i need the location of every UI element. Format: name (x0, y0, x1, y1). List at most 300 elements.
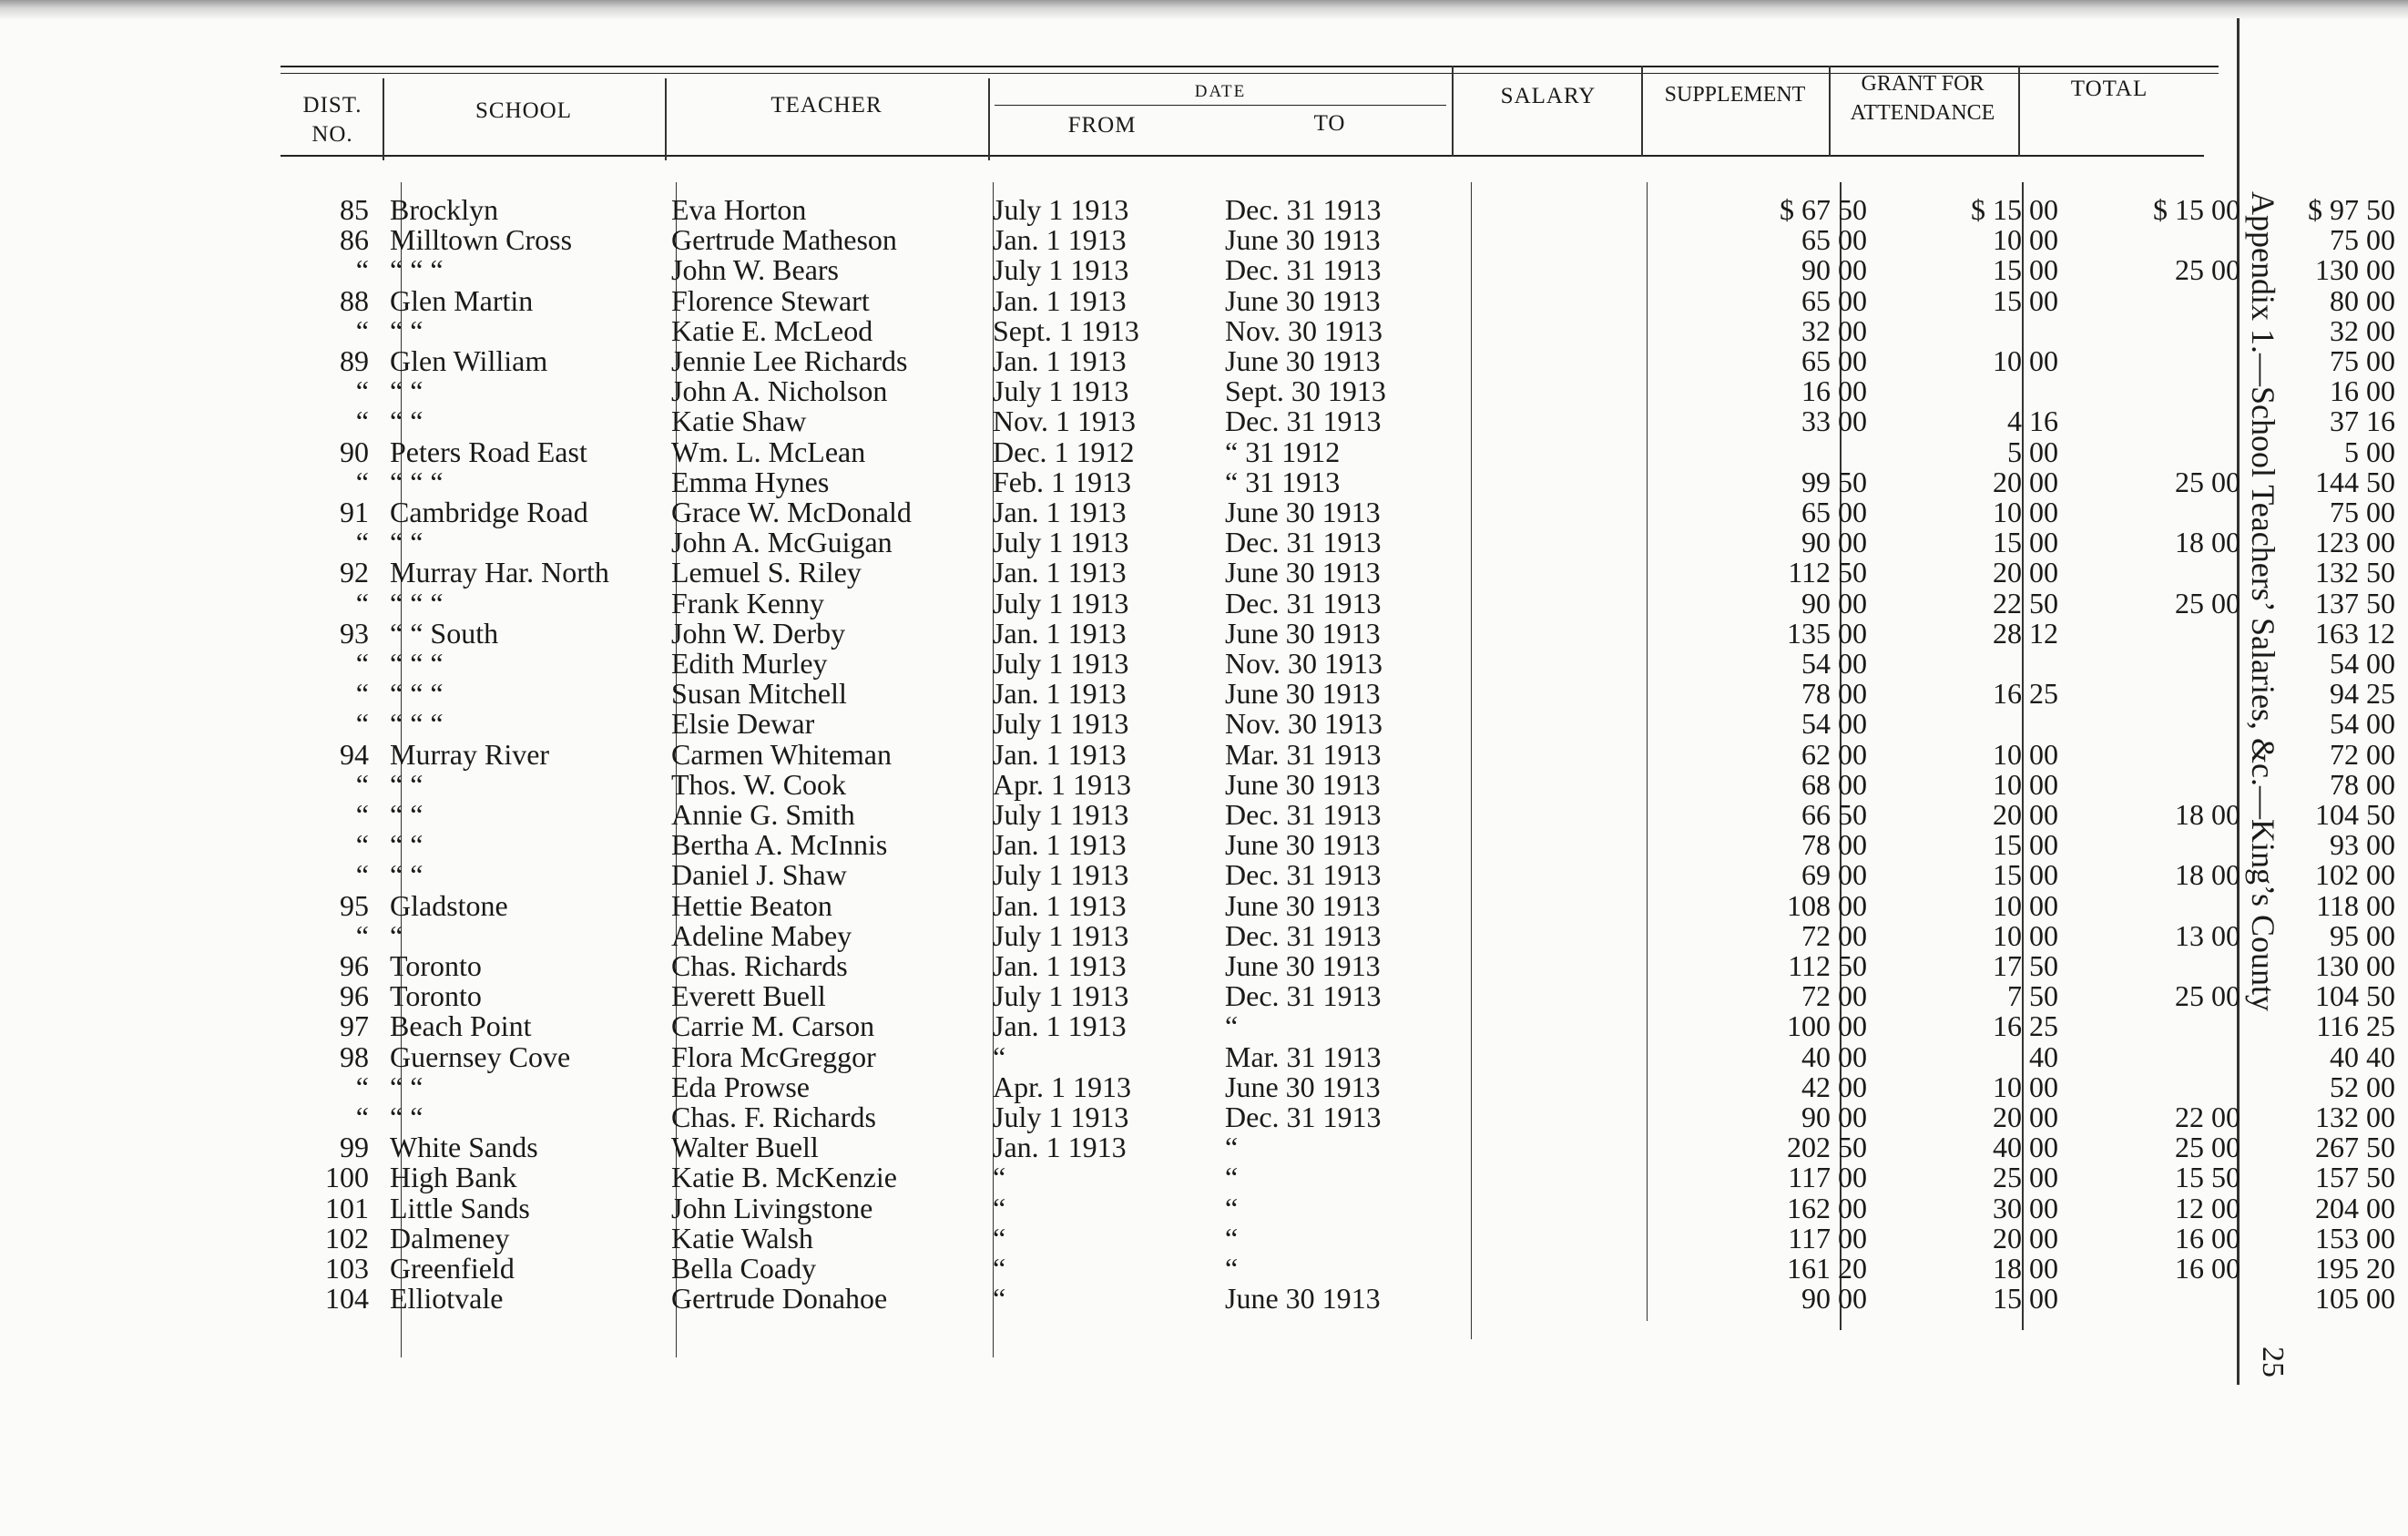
cell-school: Beach Point (390, 1009, 532, 1042)
header-to: TO (1313, 111, 1346, 136)
cell-school: “ “ (390, 1070, 423, 1103)
cell-to: June 30 1913 (1225, 949, 1381, 982)
cell-from: July 1 1913 (993, 193, 1129, 226)
cell-salary: 33 00 (1801, 404, 1867, 437)
cell-to: June 30 1913 (1225, 496, 1381, 528)
cell-to: Dec. 31 1913 (1225, 798, 1382, 831)
cell-grant: 25 00 (2175, 1131, 2240, 1163)
cell-supplement: 10 00 (1993, 919, 2058, 952)
cell-total: 116 25 (2316, 1009, 2395, 1042)
cell-from: Apr. 1 1913 (993, 768, 1131, 801)
cell-salary: 54 00 (1801, 647, 1867, 680)
cell-total: 52 00 (2330, 1070, 2395, 1103)
side-caption: Appendix 1.—School Teachers’ Salaries, &c.—King’s County (2245, 191, 2281, 1011)
cell-dist: 103 (325, 1252, 369, 1285)
table-row (273, 556, 2395, 589)
cell-total: 132 50 (2315, 556, 2395, 589)
table-row (273, 979, 2395, 1012)
header-date: DATE (1194, 82, 1247, 101)
cell-to: Dec. 31 1913 (1225, 587, 1382, 620)
cell-total: 78 00 (2330, 768, 2395, 801)
cell-total: 75 00 (2330, 223, 2395, 256)
cell-from: Jan. 1 1913 (993, 223, 1127, 256)
cell-supplement: 7 50 (2007, 979, 2058, 1012)
cell-teacher: Eva Horton (671, 193, 807, 226)
cell-school: Elliotvale (390, 1282, 504, 1315)
cell-supplement: 15 00 (1993, 284, 2058, 317)
cell-school: Murray River (390, 738, 550, 771)
cell-total: 102 00 (2315, 858, 2395, 891)
cell-teacher: Katie B. McKenzie (671, 1161, 897, 1193)
cell-from: Jan. 1 1913 (993, 828, 1127, 861)
cell-supplement: 16 25 (1993, 1009, 2058, 1042)
cell-from: Jan. 1 1913 (993, 284, 1127, 317)
cell-school: Cambridge Road (390, 496, 588, 528)
cell-school: “ “ (390, 798, 423, 831)
cell-supplement: 10 00 (1993, 889, 2058, 922)
cell-salary: 54 00 (1801, 707, 1867, 740)
cell-from: Jan. 1 1913 (993, 677, 1127, 710)
cell-teacher: Gertrude Donahoe (671, 1282, 888, 1315)
cell-total: $ 97 50 (2308, 193, 2395, 226)
cell-supplement: 10 00 (1993, 223, 2058, 256)
cell-total: 94 25 (2330, 677, 2395, 710)
cell-teacher: Flora McGreggor (671, 1040, 876, 1073)
cell-dist: 101 (325, 1192, 369, 1224)
cell-dist: “ (355, 707, 369, 740)
cell-dist: 86 (340, 223, 369, 256)
cell-salary: 78 00 (1801, 828, 1867, 861)
cell-from: July 1 1913 (993, 979, 1129, 1012)
table-row (273, 798, 2395, 831)
cell-dist: 88 (340, 284, 369, 317)
page-number: 25 (2256, 1347, 2290, 1377)
cell-salary: 40 00 (1801, 1040, 1867, 1073)
table-row (273, 919, 2395, 952)
cell-school: “ “ “ (390, 647, 444, 680)
cell-teacher: Grace W. McDonald (671, 496, 912, 528)
cell-dist: “ (355, 314, 369, 347)
cell-total: 130 00 (2315, 253, 2395, 286)
cell-grant: 18 00 (2175, 798, 2240, 831)
cell-supplement: 20 00 (1993, 798, 2058, 831)
cell-salary: 112 50 (1788, 556, 1867, 589)
table-row (273, 1070, 2395, 1103)
cell-to: Sept. 30 1913 (1225, 374, 1386, 407)
cell-total: 75 00 (2330, 496, 2395, 528)
cell-grant: 25 00 (2175, 979, 2240, 1012)
cell-teacher: Chas. Richards (671, 949, 848, 982)
table-row (273, 768, 2395, 801)
cell-supplement: 15 00 (1993, 253, 2058, 286)
table-row (273, 647, 2395, 680)
cell-total: 204 00 (2315, 1192, 2395, 1224)
cell-school: Brocklyn (390, 193, 499, 226)
cell-teacher: Hettie Beaton (671, 889, 832, 922)
cell-school: Murray Har. North (390, 556, 609, 589)
header-grant-line1: GRANT FOR (1861, 72, 1985, 96)
col-rule-4 (1452, 66, 1454, 157)
cell-dist: 90 (340, 435, 369, 468)
cell-school: Toronto (390, 979, 482, 1012)
cell-from: Jan. 1 1913 (993, 1009, 1127, 1042)
cell-total: 54 00 (2330, 707, 2395, 740)
header-supplement: SUPPLEMENT (1664, 83, 1806, 107)
cell-school: “ “ (390, 768, 423, 801)
col-rule-5 (1641, 66, 1643, 157)
cell-from: July 1 1913 (993, 587, 1129, 620)
cell-salary: 68 00 (1801, 768, 1867, 801)
table-row (273, 1040, 2395, 1073)
cell-school: Glen Martin (390, 284, 534, 317)
cell-school: Glen William (390, 344, 548, 377)
cell-teacher: John A. McGuigan (671, 526, 893, 558)
cell-to: Dec. 31 1913 (1225, 404, 1382, 437)
cell-supplement: 10 00 (1993, 344, 2058, 377)
cell-dist: 89 (340, 344, 369, 377)
cell-teacher: Carmen Whiteman (671, 738, 892, 771)
cell-school: “ (390, 919, 403, 952)
cell-teacher: Daniel J. Shaw (671, 858, 847, 891)
cell-salary: 16 00 (1801, 374, 1867, 407)
cell-supplement: 4 16 (2007, 404, 2058, 437)
cell-school: Milltown Cross (390, 223, 573, 256)
cell-teacher: Walter Buell (671, 1131, 819, 1163)
cell-to: “ (1225, 1192, 1239, 1224)
table-row (273, 617, 2395, 650)
cell-grant: 25 00 (2175, 466, 2240, 498)
cell-school: “ “ South (390, 617, 499, 650)
cell-total: 105 00 (2315, 1282, 2395, 1315)
cell-grant: 22 00 (2175, 1101, 2240, 1133)
cell-grant: 13 00 (2175, 919, 2240, 952)
cell-salary: 72 00 (1801, 979, 1867, 1012)
cell-supplement: 20 00 (1993, 1101, 2058, 1133)
cell-supplement: 15 00 (1993, 828, 2058, 861)
cell-school: Gladstone (390, 889, 508, 922)
cell-dist: 104 (325, 1282, 369, 1315)
cell-total: 104 50 (2315, 979, 2395, 1012)
cell-to: Dec. 31 1913 (1225, 193, 1382, 226)
cell-total: 267 50 (2315, 1131, 2395, 1163)
cell-dist: 97 (340, 1009, 369, 1042)
cell-salary: 100 00 (1787, 1009, 1867, 1042)
cell-dist: 91 (340, 496, 369, 528)
table-row (273, 1101, 2395, 1133)
cell-teacher: Gertrude Matheson (671, 223, 897, 256)
cell-supplement: 22 50 (1993, 587, 2058, 620)
cell-to: Dec. 31 1913 (1225, 526, 1382, 558)
header-grant-line2: ATTENDANCE (1850, 101, 1995, 125)
cell-teacher: John W. Derby (671, 617, 846, 650)
cell-from: Jan. 1 1913 (993, 949, 1127, 982)
cell-supplement: 25 00 (1993, 1161, 2058, 1193)
cell-grant: 25 00 (2175, 587, 2240, 620)
cell-dist: “ (355, 253, 369, 286)
cell-school: “ “ (390, 404, 423, 437)
cell-from: July 1 1913 (993, 374, 1129, 407)
cell-school: “ “ “ (390, 466, 444, 498)
table-row (273, 344, 2395, 377)
cell-to: June 30 1913 (1225, 556, 1381, 589)
cell-salary: 162 00 (1787, 1192, 1867, 1224)
table-row (273, 193, 2395, 226)
cell-salary: $ 67 50 (1780, 193, 1867, 226)
cell-school: “ “ “ (390, 587, 444, 620)
cell-to: June 30 1913 (1225, 223, 1381, 256)
cell-dist: “ (355, 1101, 369, 1133)
cell-dist: “ (355, 919, 369, 952)
cell-dist: “ (355, 798, 369, 831)
header-school: SCHOOL (474, 98, 572, 123)
table-row (273, 1282, 2395, 1315)
cell-salary: 202 50 (1787, 1131, 1867, 1163)
cell-to: June 30 1913 (1225, 1282, 1381, 1315)
cell-from: Dec. 1 1912 (993, 435, 1135, 468)
cell-teacher: Lemuel S. Riley (671, 556, 862, 589)
cell-from: July 1 1913 (993, 858, 1129, 891)
cell-school: “ “ (390, 828, 423, 861)
cell-supplement: 20 00 (1993, 556, 2058, 589)
cell-to: Nov. 30 1913 (1225, 707, 1383, 740)
cell-salary: 42 00 (1801, 1070, 1867, 1103)
cell-dist: 96 (340, 979, 369, 1012)
cell-teacher: Bertha A. McInnis (671, 828, 888, 861)
cell-supplement: 28 12 (1993, 617, 2058, 650)
cell-total: 137 50 (2315, 587, 2395, 620)
cell-salary: 112 50 (1788, 949, 1867, 982)
cell-total: 54 00 (2330, 647, 2395, 680)
cell-dist: 93 (340, 617, 369, 650)
cell-total: 163 12 (2315, 617, 2395, 650)
cell-salary: 99 50 (1801, 466, 1867, 498)
cell-salary: 65 00 (1801, 496, 1867, 528)
cell-from: “ (993, 1222, 1006, 1254)
cell-dist: 102 (325, 1222, 369, 1254)
cell-grant: 18 00 (2175, 526, 2240, 558)
cell-to: June 30 1913 (1225, 344, 1381, 377)
cell-school: Toronto (390, 949, 482, 982)
cell-to: Dec. 31 1913 (1225, 919, 1382, 952)
table-row (273, 949, 2395, 982)
cell-teacher: John W. Bears (671, 253, 839, 286)
cell-teacher: Chas. F. Richards (671, 1101, 876, 1133)
table-row (273, 253, 2395, 286)
cell-salary: 135 00 (1787, 617, 1867, 650)
table-row (273, 1222, 2395, 1254)
header-from: FROM (1067, 113, 1137, 138)
cell-total: 37 16 (2330, 404, 2395, 437)
cell-supplement: 30 00 (1993, 1192, 2058, 1224)
cell-supplement: 10 00 (1993, 768, 2058, 801)
cell-teacher: Katie E. McLeod (671, 314, 873, 347)
cell-supplement: 10 00 (1993, 1070, 2058, 1103)
cell-total: 95 00 (2330, 919, 2395, 952)
cell-from: “ (993, 1252, 1006, 1285)
cell-from: Apr. 1 1913 (993, 1070, 1131, 1103)
cell-supplement: 15 00 (1993, 858, 2058, 891)
cell-supplement: 15 00 (1993, 1282, 2058, 1315)
cell-dist: “ (355, 647, 369, 680)
table-row (273, 435, 2395, 468)
cell-dist: “ (355, 404, 369, 437)
cell-total: 130 00 (2315, 949, 2395, 982)
cell-from: “ (993, 1192, 1006, 1224)
cell-dist: 100 (325, 1161, 369, 1193)
cell-teacher: Everett Buell (671, 979, 826, 1012)
cell-supplement: 40 00 (1993, 1131, 2058, 1163)
cell-teacher: Bella Coady (671, 1252, 817, 1285)
cell-school: Greenfield (390, 1252, 515, 1285)
header-grant (1827, 69, 2018, 128)
cell-school: “ “ (390, 526, 423, 558)
cell-from: Jan. 1 1913 (993, 738, 1127, 771)
cell-school: Guernsey Cove (390, 1040, 571, 1073)
cell-from: Nov. 1 1913 (993, 404, 1137, 437)
cell-supplement: 16 25 (1993, 677, 2058, 710)
cell-total: 5 00 (2344, 435, 2395, 468)
cell-to: “ (1225, 1009, 1239, 1042)
cell-to: “ 31 1912 (1225, 435, 1341, 468)
cell-salary: 108 00 (1787, 889, 1867, 922)
cell-teacher: Annie G. Smith (671, 798, 855, 831)
cell-total: 72 00 (2330, 738, 2395, 771)
cell-total: 16 00 (2330, 374, 2395, 407)
cell-teacher: Wm. L. McLean (671, 435, 866, 468)
cell-salary: 90 00 (1801, 1282, 1867, 1315)
cell-from: Feb. 1 1913 (993, 466, 1131, 498)
header-salary: SALARY (1500, 84, 1597, 108)
cell-dist: 95 (340, 889, 369, 922)
cell-dist: “ (355, 1070, 369, 1103)
cell-teacher: Katie Walsh (671, 1222, 813, 1254)
cell-to: “ (1225, 1222, 1239, 1254)
cell-school: “ “ (390, 374, 423, 407)
cell-teacher: Emma Hynes (671, 466, 830, 498)
cell-from: “ (993, 1161, 1006, 1193)
cell-supplement: 10 00 (1993, 496, 2058, 528)
cell-dist: 92 (340, 556, 369, 589)
table-row (273, 828, 2395, 861)
cell-dist: 85 (340, 193, 369, 226)
cell-salary: 72 00 (1801, 919, 1867, 952)
cell-to: June 30 1913 (1225, 677, 1381, 710)
table-row (273, 223, 2395, 256)
cell-dist: 94 (340, 738, 369, 771)
cell-to: Dec. 31 1913 (1225, 979, 1382, 1012)
cell-teacher: Thos. W. Cook (671, 768, 847, 801)
cell-from: July 1 1913 (993, 798, 1129, 831)
cell-to: June 30 1913 (1225, 889, 1381, 922)
cell-dist: “ (355, 858, 369, 891)
cell-dist: “ (355, 828, 369, 861)
cell-supplement: 18 00 (1993, 1252, 2058, 1285)
cell-teacher: Carrie M. Carson (671, 1009, 875, 1042)
cell-to: June 30 1913 (1225, 768, 1381, 801)
cell-salary: 32 00 (1801, 314, 1867, 347)
cell-teacher: Jennie Lee Richards (671, 344, 908, 377)
table-row (273, 284, 2395, 317)
table-row (273, 587, 2395, 620)
cell-total: 93 00 (2330, 828, 2395, 861)
cell-school: “ “ “ (390, 253, 444, 286)
header-dist (282, 91, 383, 149)
table-row (273, 374, 2395, 407)
table-row (273, 1161, 2395, 1193)
cell-dist: 96 (340, 949, 369, 982)
cell-school: “ “ (390, 1101, 423, 1133)
cell-total: 157 50 (2315, 1161, 2395, 1193)
cell-grant: 12 00 (2175, 1192, 2240, 1224)
table-row (273, 677, 2395, 710)
cell-supplement: $ 15 00 (1971, 193, 2058, 226)
cell-from: July 1 1913 (993, 526, 1129, 558)
table-row (273, 314, 2395, 347)
cell-school: White Sands (390, 1131, 538, 1163)
cell-teacher: Elsie Dewar (671, 707, 815, 740)
cell-to: Dec. 31 1913 (1225, 858, 1382, 891)
table-row (273, 1131, 2395, 1163)
header-dist-line1: DIST. (302, 93, 362, 118)
cell-grant: 25 00 (2175, 253, 2240, 286)
cell-salary: 117 00 (1788, 1222, 1867, 1254)
cell-school: High Bank (390, 1161, 517, 1193)
cell-total: 40 40 (2330, 1040, 2395, 1073)
cell-from: Jan. 1 1913 (993, 496, 1127, 528)
cell-salary: 65 00 (1801, 284, 1867, 317)
cell-supplement: 17 50 (1993, 949, 2058, 982)
cell-from: July 1 1913 (993, 707, 1129, 740)
cell-from: Jan. 1 1913 (993, 889, 1127, 922)
cell-from: “ (993, 1040, 1006, 1073)
cell-total: 118 00 (2316, 889, 2395, 922)
cell-from: Jan. 1 1913 (993, 344, 1127, 377)
cell-to: Nov. 30 1913 (1225, 314, 1383, 347)
cell-to: “ 31 1913 (1225, 466, 1341, 498)
cell-from: July 1 1913 (993, 647, 1129, 680)
header-teacher: TEACHER (770, 93, 883, 118)
table-row (273, 1252, 2395, 1285)
cell-to: Nov. 30 1913 (1225, 647, 1383, 680)
cell-teacher: Susan Mitchell (671, 677, 847, 710)
cell-grant: 16 00 (2175, 1222, 2240, 1254)
cell-school: Little Sands (390, 1192, 530, 1224)
cell-salary: 62 00 (1801, 738, 1867, 771)
cell-salary: 69 00 (1801, 858, 1867, 891)
cell-to: June 30 1913 (1225, 1070, 1381, 1103)
cell-grant: 15 50 (2175, 1161, 2240, 1193)
table-row (273, 496, 2395, 528)
cell-dist: “ (355, 587, 369, 620)
table-row (273, 526, 2395, 558)
cell-total: 104 50 (2315, 798, 2395, 831)
cell-total: 153 00 (2315, 1222, 2395, 1254)
table-row (273, 1009, 2395, 1042)
page-top-shadow (0, 0, 2408, 20)
cell-salary: 66 50 (1801, 798, 1867, 831)
cell-dist: “ (355, 466, 369, 498)
cell-dist: “ (355, 677, 369, 710)
cell-salary: 90 00 (1801, 526, 1867, 558)
cell-supplement: 20 00 (1993, 1222, 2058, 1254)
cell-school: “ “ “ (390, 677, 444, 710)
table-row (273, 466, 2395, 498)
cell-dist: “ (355, 374, 369, 407)
header-bottom-rule (281, 155, 2204, 157)
cell-to: “ (1225, 1161, 1239, 1193)
col-rule-3 (988, 78, 990, 160)
cell-from: July 1 1913 (993, 1101, 1129, 1133)
